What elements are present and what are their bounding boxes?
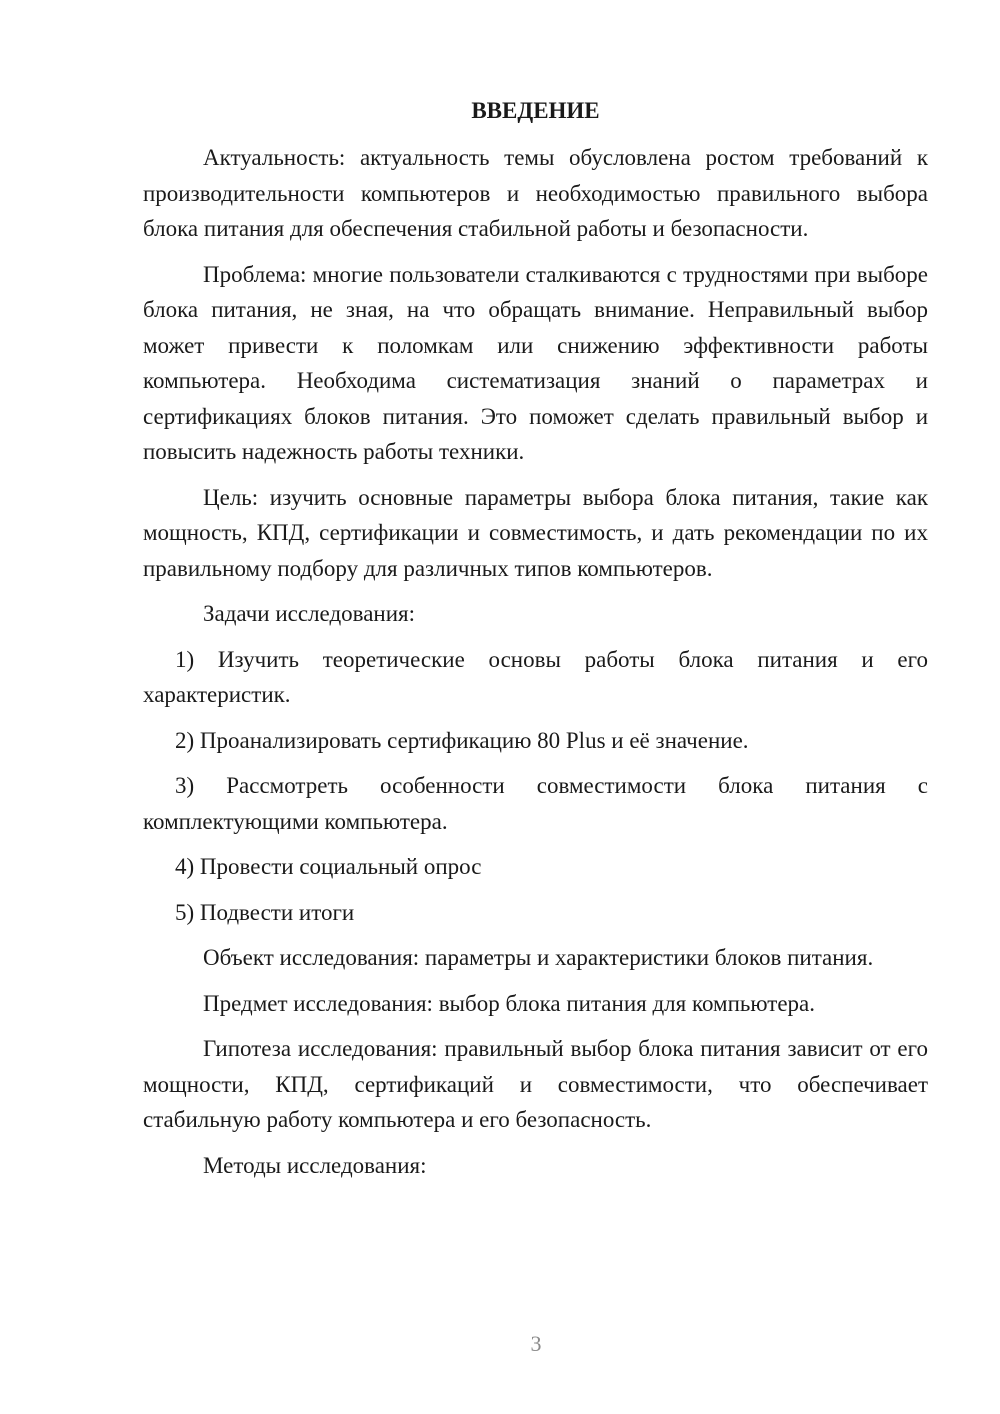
hypothesis-paragraph: Гипотеза исследования: правильный выбор блока питания зависит от его мощности, КПД, сертификаций и совместимости, что обеспечивает стабильную работу компьютера и его безопасность.	[143, 1036, 928, 1132]
task-item-2: 2) Проанализировать сертификацию 80 Plus и её значение.	[175, 727, 749, 753]
section-heading: ВВЕДЕНИЕ	[471, 98, 600, 123]
tasks-title: Задачи исследования:	[203, 601, 416, 626]
task-item-5: 5) Подвести итоги	[175, 899, 355, 925]
task-item-4: 4) Провести социальный опрос	[175, 854, 482, 879]
page-content	[143, 93, 928, 1193]
task-item-1: 1) Изучить теоретические основы работы блока питания и его характеристик.	[143, 646, 928, 707]
relevance-paragraph: Актуальность: актуальность темы обусловлена ростом требований к производительности компьютеров и необходимостью правильного выбора блока питания для обеспечения стабильной работы и безопасности.	[143, 145, 928, 241]
methods-title: Методы исследования:	[203, 1152, 427, 1178]
page-number: 3	[530, 1331, 542, 1356]
task-item-3: 3) Рассмотреть особенности совместимости блока питания с комплектующими компьютера.	[143, 773, 928, 834]
goal-paragraph: Цель: изучить основные параметры выбора блока питания, такие как мощность, КПД, сертификации и совместимость, и дать рекомендации по их правильному подбору для различных типов компьютеров.	[143, 484, 928, 581]
subject-paragraph: Предмет исследования: выбор блока питания для компьютера.	[203, 990, 815, 1016]
problem-paragraph: Проблема: многие пользователи сталкиваются с трудностями при выборе блока питания, не зная, на что обращать внимание. Неправильный выбор может привести к поломкам или снижению эффективности работы компьютера. Необходима систематизация знаний о параметрах и сертификациях блоков питания. Это поможет сделать правильный выбор и повысить надежность работы техники.	[143, 261, 928, 464]
object-paragraph: Объект исследования: параметры и характеристики блоков питания.	[203, 945, 874, 970]
